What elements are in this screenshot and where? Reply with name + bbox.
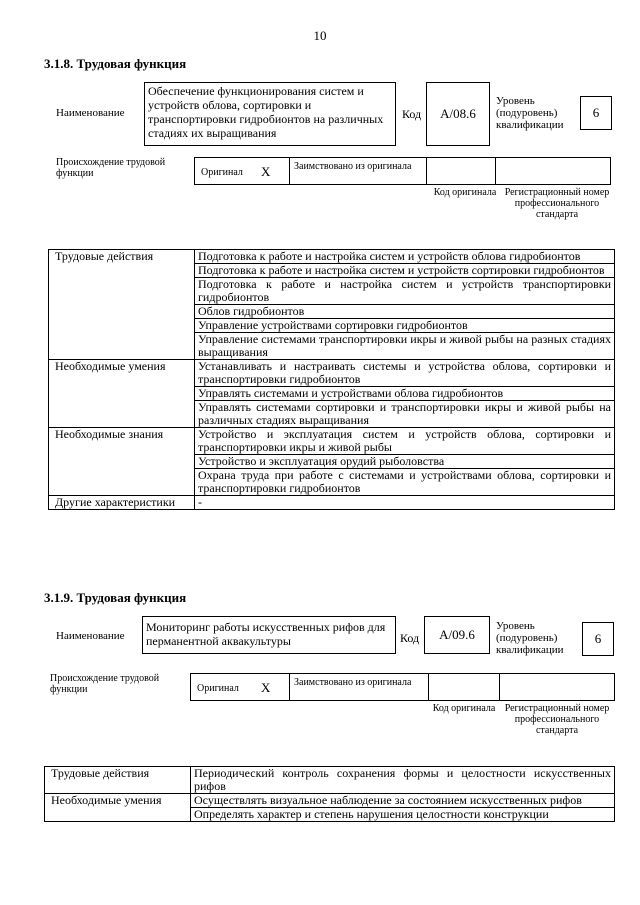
borrowed-cell <box>289 673 429 701</box>
item-cell: Устройство и эксплуатация систем и устройств облова, сортировки и транспортировки икры и живой рыбы <box>195 428 615 455</box>
item-cell: - <box>195 496 615 510</box>
origin-code-cell <box>426 157 496 185</box>
function-name-value: Обеспечение функционирования систем и устройств облова, сортировки и транспортировки гидробионтов на различных стадиях их выращивания <box>148 84 384 140</box>
origin-code-caption: Код оригинала <box>432 703 496 714</box>
name-label: Наименование <box>56 630 125 642</box>
function-name-box <box>144 82 396 146</box>
original-mark: X <box>261 164 271 179</box>
original-cell <box>194 157 290 185</box>
reg-number-cell <box>495 157 611 185</box>
reg-number-cell <box>499 673 615 701</box>
code-value-box <box>424 616 490 654</box>
table-row <box>49 250 615 264</box>
item-cell: Подготовка к работе и настройка систем и устройств облова гидробионтов <box>195 250 615 264</box>
code-value: A/08.6 <box>440 106 476 121</box>
function-name-value: Мониторинг работы искусственных рифов для перманентной аквакультуры <box>146 620 386 648</box>
category-cell: Необходимые знания <box>49 428 195 496</box>
origin-row <box>190 673 615 701</box>
borrowed-cell <box>289 157 427 185</box>
item-cell: Устройство и эксплуатация орудий рыболовства <box>195 455 615 469</box>
section-title: 3.1.9. Трудовая функция <box>44 590 187 605</box>
function-details-table <box>44 766 615 822</box>
item-cell: Управление устройствами сортировки гидробионтов <box>195 319 615 333</box>
code-label: Код <box>402 107 422 121</box>
category-cell: Другие характеристики <box>49 496 195 510</box>
item-cell: Устанавливать и настраивать системы и устройства облова, сортировки и транспортировки гидробионтов <box>195 360 615 387</box>
code-label: Код <box>400 631 420 645</box>
name-label: Наименование <box>56 107 125 119</box>
level-label: Уровень (подуровень) квалификации <box>496 95 564 131</box>
original-cell <box>190 673 290 701</box>
level-label: Уровень (подуровень) квалификации <box>496 620 564 656</box>
origin-code-cell <box>428 673 500 701</box>
borrowed-label: Заимствовано из оригинала <box>294 161 412 172</box>
item-cell: Облов гидробионтов <box>195 305 615 319</box>
item-cell: Охрана труда при работе с системами и устройствами облова, сортировки и транспортировки гидробионтов <box>195 469 615 496</box>
table-row <box>49 496 615 510</box>
code-value-box <box>426 82 490 146</box>
original-label: Оригинал <box>197 683 239 694</box>
origin-row <box>194 157 611 185</box>
item-cell: Определять характер и степень нарушения целостности конструкции <box>191 808 615 822</box>
category-cell: Необходимые умения <box>45 794 191 822</box>
level-value-box <box>580 96 612 130</box>
table-row <box>49 360 615 387</box>
item-cell: Управление системами транспортировки икры и живой рыбы на разных стадиях выращивания <box>195 333 615 360</box>
table-row <box>45 794 615 808</box>
original-mark: X <box>261 680 271 695</box>
function-details-table <box>48 249 615 510</box>
table-row <box>49 428 615 455</box>
code-value: A/09.6 <box>439 627 475 642</box>
item-cell: Управлять системами сортировки и транспортировки икры и живой рыбы на различных стадиях выращивания <box>195 401 615 428</box>
item-cell: Периодический контроль сохранения формы и целостности искусственных рифов <box>191 767 615 794</box>
category-cell: Трудовые действия <box>45 767 191 794</box>
reg-number-caption: Регистрационный номер профессионального стандарта <box>504 187 610 220</box>
item-cell: Осуществлять визуальное наблюдение за состоянием искусственных рифов <box>191 794 615 808</box>
table-row <box>45 767 615 794</box>
level-value-box <box>582 622 614 656</box>
level-value: 6 <box>594 631 602 646</box>
item-cell: Подготовка к работе и настройка систем и устройств транспортировки гидробионтов <box>195 278 615 305</box>
category-cell: Необходимые умения <box>49 360 195 428</box>
borrowed-label: Заимствовано из оригинала <box>294 677 412 688</box>
reg-number-caption: Регистрационный номер профессионального стандарта <box>504 703 610 736</box>
origin-label: Происхождение трудовой функции <box>50 673 160 695</box>
origin-code-caption: Код оригинала <box>433 187 497 198</box>
level-value: 6 <box>592 105 600 120</box>
origin-label: Происхождение трудовой функции <box>56 157 166 179</box>
function-name-box <box>142 616 396 654</box>
category-cell: Трудовые действия <box>49 250 195 360</box>
original-label: Оригинал <box>201 167 243 178</box>
item-cell: Подготовка к работе и настройка систем и устройств сортировки гидробионтов <box>195 264 615 278</box>
page-number: 10 <box>313 28 327 43</box>
item-cell: Управлять системами и устройствами облова гидробионтов <box>195 387 615 401</box>
section-title: 3.1.8. Трудовая функция <box>44 56 187 71</box>
